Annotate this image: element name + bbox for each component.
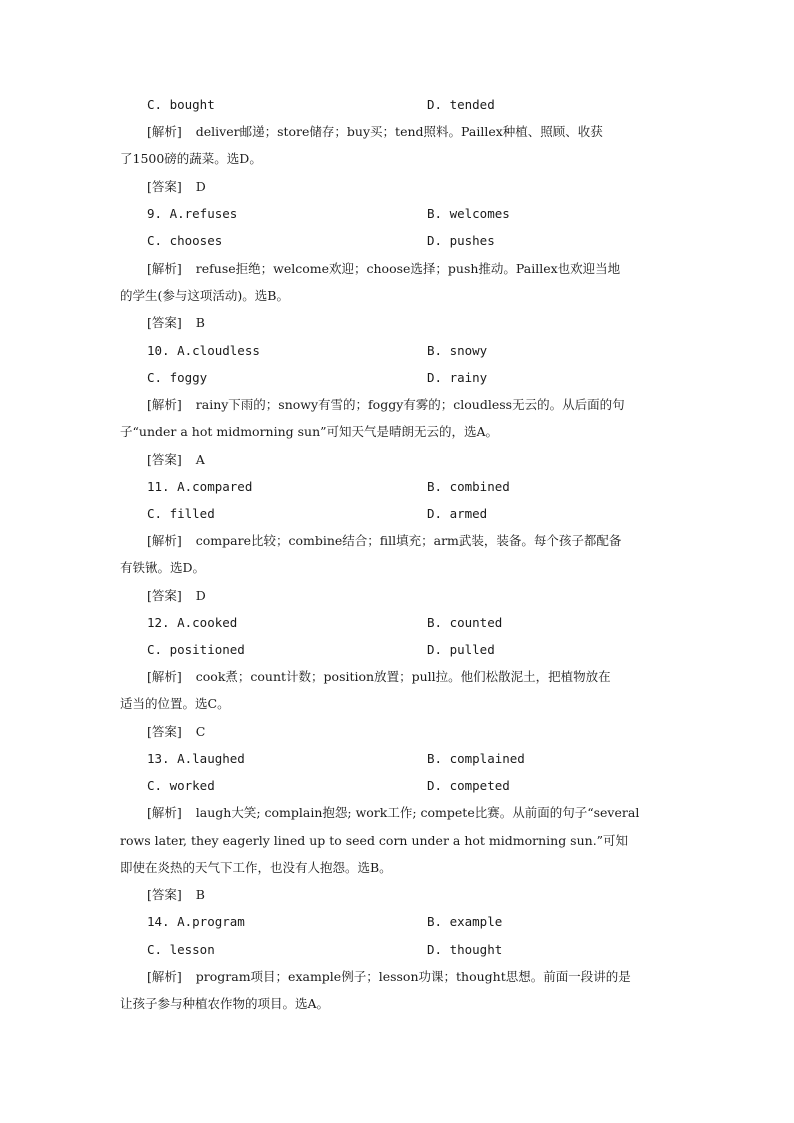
option-row (147, 613, 680, 633)
option-c: C. filled (147, 506, 215, 521)
option-d: D. pulled (427, 642, 495, 657)
explanation-line (147, 667, 680, 687)
option-row (147, 940, 680, 960)
option-d: D. rainy (427, 370, 488, 385)
option-d: D. tended (427, 97, 495, 112)
option-a: 13. A.laughed (147, 751, 245, 766)
explanation-text: 了1500磅的蔬菜。选D。 (120, 151, 262, 166)
explanation-text: compare比较；combine结合；fill填充；arm武装，装备。每个孩子都配备 (195, 533, 622, 548)
option-b: B. counted (427, 615, 503, 630)
explanation-text: laugh大笑; complain抱怨; work工作; compete比赛。从前面的句子“several (195, 805, 640, 820)
option-d: D. competed (427, 778, 510, 793)
explanation-tag: [解析] (147, 669, 182, 684)
option-row (147, 231, 680, 251)
answer-tag: [答案] (147, 179, 182, 194)
explanation-line (147, 259, 680, 279)
answer-line (147, 450, 680, 470)
explanation-line (147, 395, 680, 415)
answer-value: B (195, 315, 205, 330)
option-c: C. positioned (147, 642, 245, 657)
option-row (147, 776, 680, 796)
option-d: D. pushes (427, 233, 495, 248)
answer-tag: [答案] (147, 588, 182, 603)
option-b: B. combined (427, 479, 510, 494)
explanation-line (147, 803, 680, 823)
answer-line (147, 177, 680, 197)
option-row (147, 204, 680, 224)
answer-tag: [答案] (147, 887, 182, 902)
option-row (147, 368, 680, 388)
explanation-text: 有铁锹。选D。 (120, 560, 206, 575)
explanation-text: rows later, they eagerly lined up to seed corn under a hot midmorning sun.”可知 (120, 833, 629, 848)
option-c: C. foggy (147, 370, 208, 385)
option-row (147, 341, 680, 361)
option-row (147, 912, 680, 932)
explanation-text: 即使在炎热的天气下工作，也没有人抱怨。选B。 (120, 860, 392, 875)
answer-value: D (195, 179, 206, 194)
explanation-tag: [解析] (147, 397, 182, 412)
option-row (147, 477, 680, 497)
explanation-text: 让孩子参与种植农作物的项目。选A。 (120, 996, 330, 1011)
explanation-tag: [解析] (147, 261, 182, 276)
explanation-text: program项目；example例子；lesson功课；thought思想。前面一段讲的是 (195, 969, 631, 984)
answer-line (147, 586, 680, 606)
explanation-text: refuse拒绝；welcome欢迎；choose选择；push推动。Paillex也欢迎当地 (195, 261, 621, 276)
explanation-line (147, 531, 680, 551)
answer-tag: [答案] (147, 452, 182, 467)
option-b: B. snowy (427, 343, 488, 358)
answer-line (147, 885, 680, 905)
option-a: 10. A.cloudless (147, 343, 260, 358)
option-a: 14. A.program (147, 914, 245, 929)
explanation-text: 子“under a hot midmorning sun”可知天气是晴朗无云的，选A。 (120, 424, 499, 439)
option-b: B. example (427, 914, 503, 929)
option-a: 12. A.cooked (147, 615, 238, 630)
explanation-text: 适当的位置。选C。 (120, 696, 230, 711)
answer-line (147, 313, 680, 333)
answer-value: D (195, 588, 206, 603)
option-row (147, 749, 680, 769)
option-row (147, 640, 680, 660)
explanation-tag: [解析] (147, 124, 182, 139)
explanation-text: cook煮；count计数；position放置；pull拉。他们松散泥土，把植物放在 (195, 669, 611, 684)
option-c: C. lesson (147, 942, 215, 957)
answer-value: B (195, 887, 205, 902)
answer-tag: [答案] (147, 315, 182, 330)
option-a: 11. A.compared (147, 479, 253, 494)
explanation-tag: [解析] (147, 533, 182, 548)
option-c: C. worked (147, 778, 215, 793)
option-row (147, 504, 680, 524)
option-c: C. bought (147, 97, 215, 112)
option-b: B. complained (427, 751, 525, 766)
answer-line (147, 722, 680, 742)
explanation-text: rainy下雨的；snowy有雪的；foggy有雾的；cloudless无云的。从后面的句 (195, 397, 625, 412)
option-d: D. thought (427, 942, 503, 957)
explanation-text: deliver邮递；store储存；buy买；tend照料。Paillex种植、照顾、收获 (195, 124, 603, 139)
option-d: D. armed (427, 506, 488, 521)
option-a: 9. A.refuses (147, 206, 238, 221)
explanation-tag: [解析] (147, 969, 182, 984)
explanation-line (147, 967, 680, 987)
option-row (147, 95, 680, 115)
answer-value: C (195, 724, 206, 739)
explanation-text: 的学生(参与这项活动)。选B。 (120, 288, 289, 303)
option-b: B. welcomes (427, 206, 510, 221)
option-c: C. chooses (147, 233, 223, 248)
answer-tag: [答案] (147, 724, 182, 739)
explanation-tag: [解析] (147, 805, 182, 820)
explanation-line (147, 122, 680, 142)
answer-value: A (195, 452, 205, 467)
